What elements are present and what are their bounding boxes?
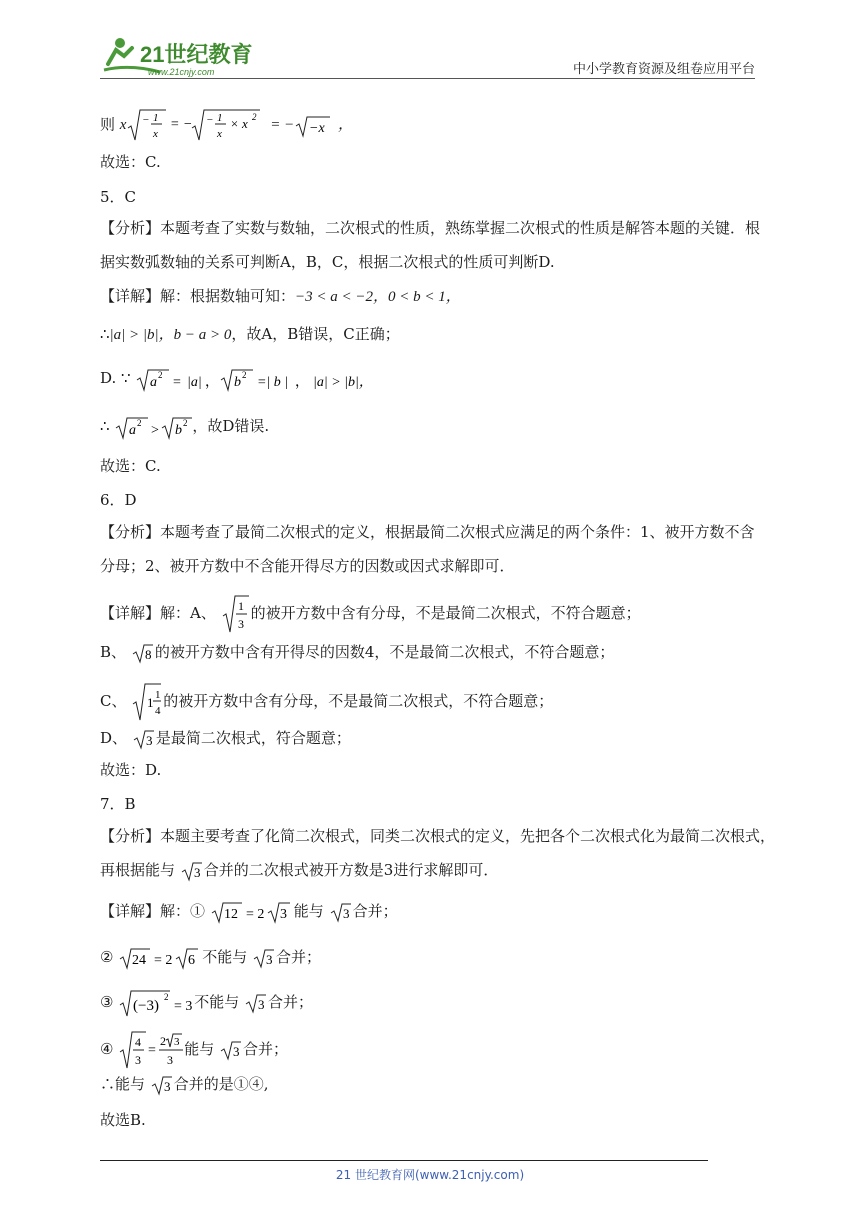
math-expr [210,900,294,924]
line-13: 分母；2、被开方数中不含能开得尽方的因数或因式求解即可． [100,557,515,575]
svg-text:= −: = − [170,117,193,132]
svg-text:2: 2 [160,1034,167,1048]
line-2: 故选：C. [100,153,161,171]
math-expr [329,901,353,923]
svg-text:b: b [175,423,183,438]
text: ，故D错误. [192,417,270,435]
text: ∴ [100,325,110,343]
line-11: 6．D [100,491,137,509]
line-9 [100,414,269,440]
svg-text:b: b [234,375,242,390]
svg-text:= 2: = 2 [245,907,265,922]
svg-text:1: 1 [147,695,154,710]
svg-text:x: x [153,128,159,140]
text: 合并的是①④, [173,1075,269,1093]
text: 是最简二次根式，符合题意； [155,729,351,747]
svg-text:x: x [217,128,223,140]
svg-text:3: 3 [167,1053,174,1067]
text: 【详解】解：根据数轴可知： [100,287,296,305]
text: D. ∵ [100,369,131,387]
svg-text:−: − [142,114,150,126]
svg-text:= 3: = 3 [174,999,193,1014]
logo-text: 21世纪教育 [140,42,253,67]
line-1 [100,108,353,144]
header-rule [100,78,755,79]
svg-text:8: 8 [144,647,152,662]
line-14 [100,594,641,634]
svg-text:>: > [151,423,160,438]
svg-text:，: ， [205,374,220,390]
logo-url: www.21cnjy.com [148,67,215,77]
text: 的被开方数中含有分母，不是最简二次根式，不符合题意； [250,604,641,622]
svg-text:a: a [150,375,158,390]
line-19: 7．B [100,795,136,813]
text: C、 [100,692,127,710]
text: 能与 [293,902,324,920]
svg-text:4: 4 [155,705,161,717]
svg-text:12: 12 [223,907,238,922]
svg-text:，: ， [295,374,310,390]
text: ∴能与 [100,1075,146,1093]
svg-text:× x: × x [230,116,249,131]
math-expr [252,947,276,969]
text: ② [100,948,114,966]
svg-text:|a| > |b|，: |a| > |b|， [313,375,374,390]
text: 合并； [268,993,314,1011]
svg-text:3: 3 [233,1044,240,1059]
svg-text:=: = [173,375,182,390]
svg-text:(−3): (−3) [133,998,160,1014]
svg-text:−: − [206,114,214,126]
line-18: 故选：D. [100,761,162,779]
svg-text:1: 1 [217,112,223,124]
svg-text:4: 4 [135,1035,142,1049]
svg-text:|a|: |a| [187,375,203,390]
svg-text:6: 6 [188,953,196,968]
svg-text:1: 1 [237,599,244,613]
svg-text:2: 2 [242,370,247,380]
text: 合并； [243,1040,289,1058]
platform-name: 中小学教育资源及组卷应用平台 [572,62,755,77]
page-header [100,30,755,80]
line-3: 5．C [100,188,137,206]
svg-text:1: 1 [155,689,161,701]
line-26 [100,1074,269,1096]
svg-text:3: 3 [174,1036,180,1048]
line-4: 【分析】本题考查了实数与数轴，二次根式的性质，熟练掌握二次根式的性质是解答本题的关键．根 [100,219,761,237]
line-5: 据实数弧数轴的关系可判断A，B，C，根据二次根式的性质可判断D. [100,253,555,271]
text: ∴ [100,417,110,435]
math-expr: −3 < a < −2，0 < b < 1， [295,289,461,305]
math-expr [118,946,202,970]
math-expr [132,728,156,750]
text: 合并的二次根式被开方数是3进行求解即可． [203,861,499,879]
math-expr [150,1074,174,1096]
line-7 [100,324,400,345]
svg-text:3: 3 [145,733,153,748]
text: ④ [100,1040,114,1058]
line-17 [100,728,351,750]
svg-text:=| b |: =| b | [257,375,289,390]
svg-text:24: 24 [132,953,147,968]
math-expr [114,414,192,440]
math-expr [244,992,268,1014]
line-15 [100,642,614,664]
footer-rule [100,1160,708,1161]
text: B、 [100,643,127,661]
svg-text:3: 3 [279,907,287,922]
svg-text:2: 2 [252,112,257,122]
text: 不能与 [202,948,248,966]
svg-text:−x: −x [309,121,325,136]
line-27: 故选B. [100,1111,146,1129]
math-expr [219,1039,243,1061]
svg-text:3: 3 [258,997,265,1012]
footer-text: 21 世纪教育网(www.21cnjy.com) [335,1168,525,1182]
line-8 [100,366,374,392]
math-expr [221,594,251,634]
text: 能与 [184,1040,215,1058]
text: 不能与 [194,993,240,1011]
svg-text:2: 2 [158,370,163,380]
line-24 [100,988,313,1018]
line-21 [100,860,498,882]
line-20: 【分析】本题主要考查了化简二次根式，同类二次根式的定义，先把各个二次根式化为最简二次根式， [100,827,776,845]
svg-text:a: a [129,423,137,438]
line-23 [100,946,321,970]
svg-text:2: 2 [183,418,188,428]
math-expr: |a| > |b|，b − a > 0 [109,327,232,343]
svg-text:3: 3 [193,865,201,880]
svg-text:3: 3 [237,617,244,631]
text: 合并； [276,948,322,966]
text: 再根据能与 [100,861,176,879]
text: ，故A，B错误，C正确； [231,325,400,343]
line-16 [100,682,553,722]
math-expr [118,988,194,1018]
svg-text:3: 3 [266,952,273,967]
math-expr [131,682,163,722]
math-expr [131,642,155,664]
line-6 [100,286,461,307]
line-22 [100,900,398,924]
text: 的被开方数中含有分母，不是最简二次根式，不符合题意； [163,692,554,710]
line-10: 故选：C. [100,457,161,475]
svg-text:3: 3 [163,1079,171,1094]
svg-text:2: 2 [137,418,142,428]
math-expr [118,1030,184,1070]
21cnjy-logo [100,34,260,78]
math-expr [180,860,204,882]
line-25 [100,1030,288,1070]
svg-text:1: 1 [153,112,159,124]
svg-text:= 2: = 2 [154,953,173,968]
svg-text:2: 2 [164,992,169,1002]
svg-text:3: 3 [342,906,350,921]
text: 【详解】解：A、 [100,604,216,622]
svg-text:3: 3 [135,1053,142,1067]
line-12: 【分析】本题考查了最简二次根式的定义，根据最简二次根式应满足的两个条件：1、被开方数不含 [100,523,755,541]
text: D、 [100,729,128,747]
svg-text:=: = [148,1043,157,1058]
text: ③ [100,993,114,1011]
math-expr: x − 1 x = − − 1 x × x 2 = − −x ， [119,112,353,140]
text: 【详解】解：① [100,902,206,920]
text: 的被开方数中含有开得尽的因数4，不是最简二次根式，不符合题意； [154,643,615,661]
text: 则 [100,115,116,134]
math-expr [135,366,374,392]
text: 合并； [352,902,398,920]
